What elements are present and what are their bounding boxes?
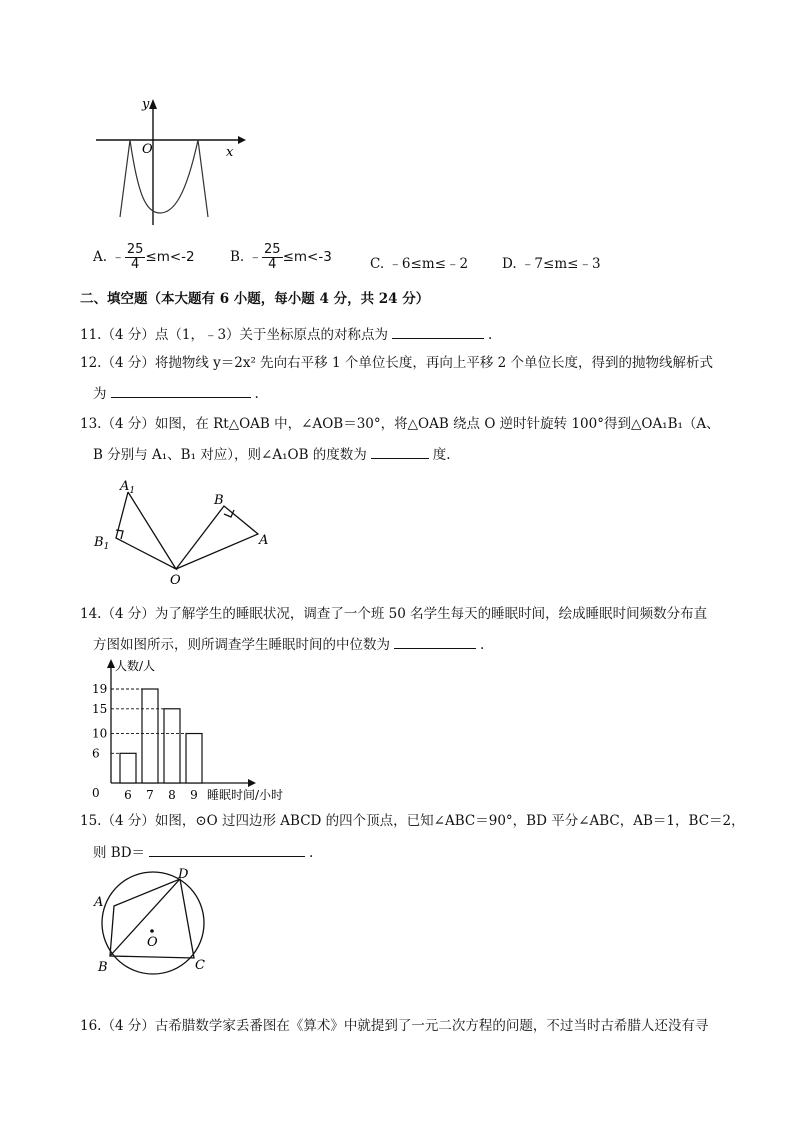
option-b-neg: ﹣ bbox=[248, 249, 263, 265]
option-d-letter: D. bbox=[502, 256, 517, 272]
option-b-end: -3 bbox=[318, 249, 332, 265]
option-b-fraction: $\frac{25}{4}$ bbox=[264, 242, 281, 272]
option-d[interactable] bbox=[502, 252, 601, 272]
question-13-line1: 13.（4 分）如图，在 Rt△OAB 中，∠AOB＝30°，将△OAB 绕点 O 逆时针旋转 100°得到△OA₁B₁（A、 bbox=[80, 416, 720, 432]
y-axis-arrow-icon bbox=[149, 99, 157, 109]
q15-circle-figure bbox=[90, 866, 220, 978]
q13-answer-blank[interactable] bbox=[371, 444, 429, 459]
y-label: y bbox=[142, 97, 150, 112]
question-12-line2: 为 . bbox=[93, 383, 259, 404]
question-14-line1: 14.（4 分）为了解学生的睡眠状况，调查了一个班 50 名学生每天的睡眠时间，绘成睡眠时间频数分布直 bbox=[80, 606, 708, 622]
hist-ytick-label: 6 bbox=[92, 746, 100, 761]
option-b-letter: B. bbox=[230, 249, 245, 265]
right-angle-mark-b bbox=[224, 510, 234, 517]
hist-ytick-label: 15 bbox=[92, 701, 108, 716]
hist-bar-6 bbox=[120, 753, 136, 783]
option-a-end: -2 bbox=[181, 249, 195, 265]
q12-answer-blank[interactable] bbox=[111, 383, 251, 398]
option-a-fraction: $\frac{25}{4}$ bbox=[126, 242, 144, 272]
center-dot bbox=[150, 929, 154, 933]
hist-bar-9 bbox=[186, 734, 202, 783]
hist-ytick-label: 19 bbox=[92, 682, 108, 696]
question-12-line1: 12.（4 分）将抛物线 y＝2x² 先向右平移 1 个单位长度，再向上平移 2 个单位长度，得到的抛物线解析式 bbox=[80, 355, 714, 371]
hist-xtick-label: 8 bbox=[168, 788, 176, 802]
label-o: O bbox=[170, 573, 181, 586]
sleep-histogram bbox=[88, 656, 288, 806]
label-a: A bbox=[94, 895, 104, 910]
label-b: B bbox=[98, 960, 108, 975]
hist-x-arrow-icon bbox=[248, 779, 256, 787]
q13-rotation-figure bbox=[90, 474, 280, 586]
question-14-line2: 方图如图所示，则所调查学生睡眠时间的中位数为 . bbox=[93, 634, 484, 655]
hist-ytick-label: 10 bbox=[92, 726, 108, 741]
option-d-text: ﹣7≤m≤﹣3 bbox=[520, 256, 601, 272]
option-a-relation: ≤m< bbox=[145, 249, 182, 265]
question-16-line1: 16.（4 分）古希腊数学家丢番图在《算术》中就提到了一元二次方程的问题，不过当时古希腊人还没有寻 bbox=[80, 1018, 709, 1034]
question-15-line1: 15.（4 分）如图，⊙O 过四边形 ABCD 的四个顶点，已知∠ABC＝90°，BD 平分∠ABC，AB＝1，BC＝2， bbox=[80, 813, 745, 829]
label-b: B bbox=[214, 493, 224, 508]
hist-bar-8 bbox=[164, 709, 180, 783]
hist-y-arrow-icon bbox=[107, 659, 115, 668]
hist-xtick-label: 6 bbox=[124, 788, 132, 802]
diagonal-bd bbox=[110, 879, 180, 956]
circle-o bbox=[102, 872, 204, 974]
option-a-letter: A. bbox=[93, 249, 108, 265]
label-c: C bbox=[195, 958, 205, 973]
hist-xtick-label: 7 bbox=[146, 788, 154, 802]
label-a: A bbox=[259, 533, 269, 548]
option-b[interactable] bbox=[230, 243, 332, 272]
q14-answer-blank[interactable] bbox=[394, 634, 476, 649]
option-a-neg: ﹣ bbox=[111, 249, 125, 265]
triangle-oa1b1 bbox=[116, 492, 176, 569]
origin-label: O bbox=[142, 142, 153, 157]
option-b-relation: ≤m< bbox=[282, 249, 319, 265]
question-11: 11.（4 分）点（1，﹣3）关于坐标原点的对称点为 . bbox=[80, 324, 492, 345]
option-c[interactable] bbox=[370, 252, 468, 272]
parabola-curve bbox=[120, 140, 208, 217]
option-c-text: ﹣6≤m≤﹣2 bbox=[388, 256, 469, 272]
section-title: 二、填空题（本大题有 6 小题，每小题 4 分，共 24 分） bbox=[80, 291, 430, 307]
label-b1: $B_1$ bbox=[94, 535, 110, 552]
hist-x-label: 睡眠时间/小时 bbox=[207, 788, 284, 802]
x-label: x bbox=[226, 145, 234, 160]
q15-answer-blank[interactable] bbox=[149, 842, 305, 857]
hist-ytick-label: 0 bbox=[92, 786, 100, 800]
question-13-line2: B 分别与 A₁、B₁ 对应），则∠A₁OB 的度数为 度. bbox=[93, 444, 451, 465]
question-15-line2: 则 BD＝ . bbox=[93, 842, 313, 863]
label-o: O bbox=[147, 935, 158, 950]
hist-y-label: 人数/人 bbox=[115, 659, 156, 673]
hist-xtick-label: 9 bbox=[190, 788, 198, 802]
option-a[interactable] bbox=[93, 243, 195, 272]
triangle-oab bbox=[176, 506, 258, 569]
x-axis-arrow-icon bbox=[238, 136, 246, 144]
label-a1: $A_1$ bbox=[120, 479, 136, 496]
q10-parabola-graph bbox=[90, 95, 250, 235]
option-c-letter: C. bbox=[370, 256, 385, 272]
label-d: D bbox=[178, 867, 189, 882]
hist-bar-7 bbox=[142, 689, 158, 783]
q11-answer-blank[interactable] bbox=[392, 324, 484, 339]
